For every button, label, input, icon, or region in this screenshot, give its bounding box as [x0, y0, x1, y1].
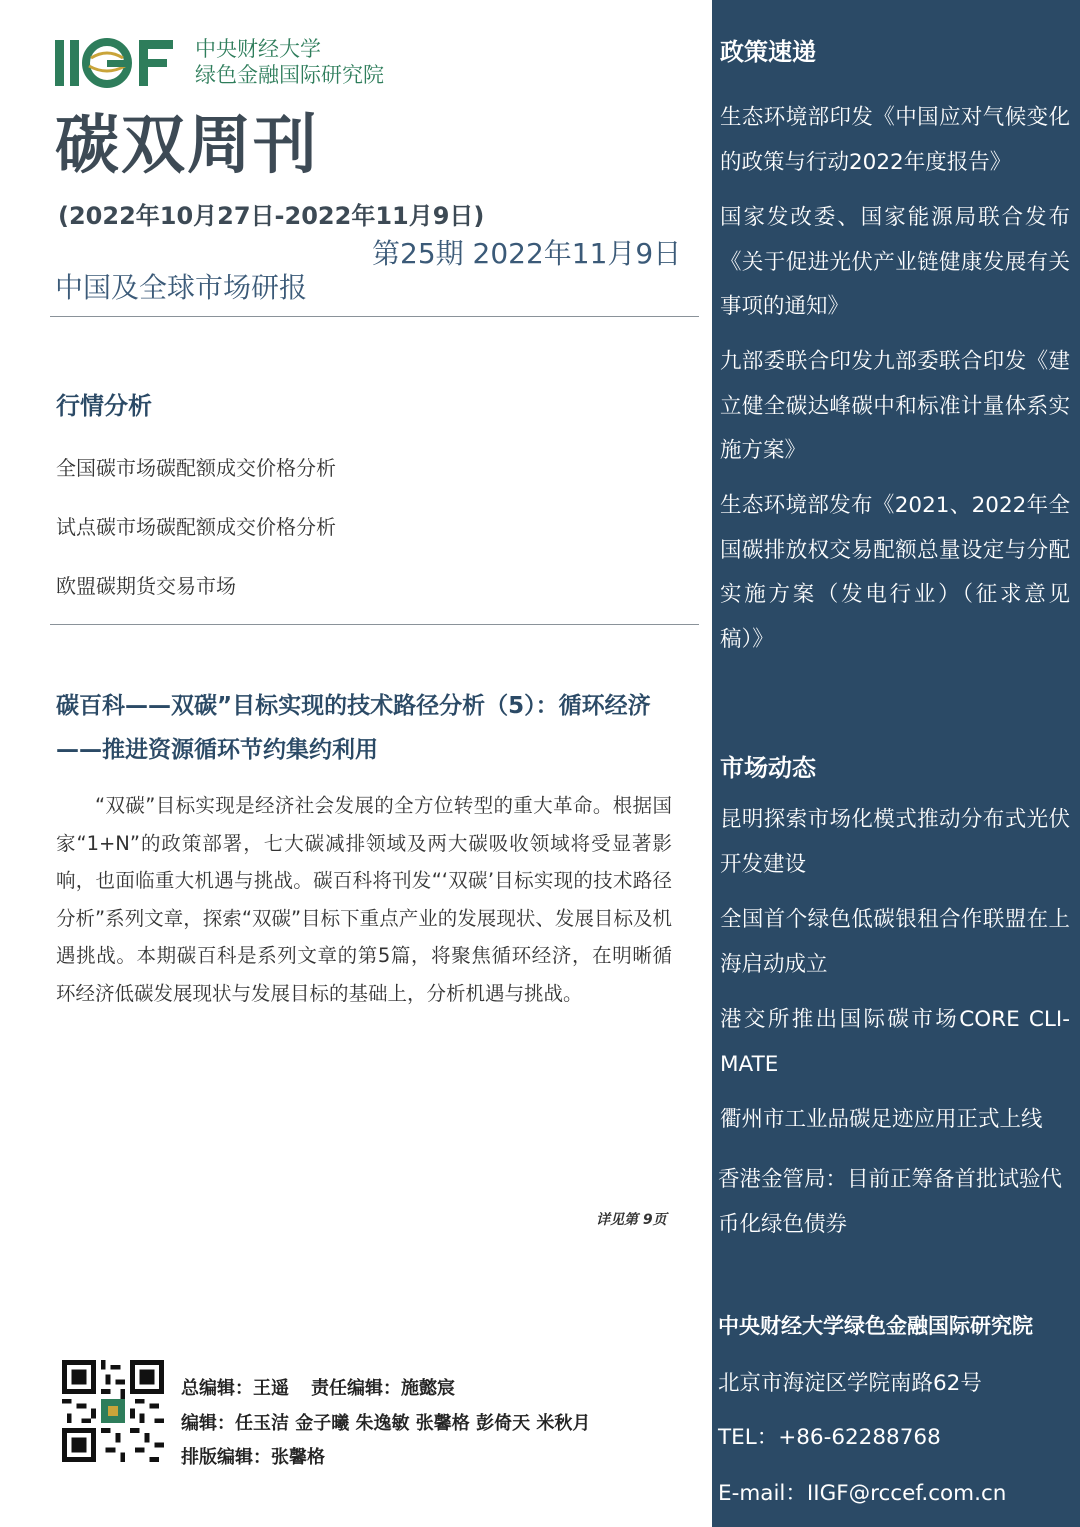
market-news-item[interactable]: 香港金管局：目前正筹备首批试验代币化绿色债券: [718, 1167, 1063, 1237]
chief-editor: 总编辑：王遥: [181, 1378, 289, 1399]
logo-institute-name: [195, 36, 384, 88]
market-news-item[interactable]: 港交所推出国际碳市场CORE CLI-MATE: [720, 1007, 1070, 1077]
date-range: (2022年10月27日-2022年11月9日): [58, 202, 485, 230]
market-analysis-item[interactable]: 全国碳市场碳配额成交价格分析: [56, 456, 336, 480]
policy-heading: 政策速递: [720, 38, 816, 66]
editor-line-1: [181, 1372, 590, 1407]
market-news-item[interactable]: 衢州市工业品碳足迹应用正式上线: [720, 1107, 1043, 1132]
divider-middle: [50, 624, 699, 625]
policy-item[interactable]: 生态环境部发布《2021、2022年全国碳排放权交易配额总量设定与分配实施方案（发电行业）（征求意见稿）》: [720, 493, 1070, 652]
iigf-logo-icon: [55, 38, 179, 90]
institute-address: 北京市海淀区学院南路62号: [718, 1371, 982, 1396]
institute-email[interactable]: E-mail：IIGF@rccef.com.cn: [718, 1481, 1007, 1506]
article-title[interactable]: 碳百科——双碳”目标实现的技术路径分析（5）：循环经济——推进资源循环节约集约利用: [56, 693, 651, 763]
publication-title: 碳双周刊: [55, 109, 319, 183]
market-news-heading: 市场动态: [720, 754, 816, 782]
market-news-item[interactable]: 全国首个绿色低碳银租合作联盟在上海启动成立: [720, 907, 1070, 977]
market-news-item[interactable]: 昆明探索市场化模式推动分布式光伏开发建设: [720, 807, 1070, 877]
see-page-link[interactable]: 详见第 9页: [596, 1212, 667, 1228]
market-analysis-item[interactable]: 试点碳市场碳配额成交价格分析: [56, 515, 336, 539]
issue-number-date: 第25期 2022年11月9日: [372, 237, 682, 270]
responsible-editor: 责任编辑：施懿宸: [311, 1378, 455, 1399]
institute-phone[interactable]: TEL：+86-62288768: [718, 1425, 941, 1450]
policy-item[interactable]: 生态环境部印发《中国应对气候变化的政策与行动2022年度报告》: [720, 105, 1070, 175]
divider-top: [50, 316, 699, 317]
policy-item[interactable]: 国家发改委、国家能源局联合发布《关于促进光伏产业链健康发展有关事项的通知》: [720, 205, 1070, 319]
iigf-logo: [55, 36, 415, 92]
market-analysis-item[interactable]: 欧盟碳期货交易市场: [56, 574, 236, 598]
editorial-credits: [181, 1372, 590, 1476]
policy-item[interactable]: 九部委联合印发九部委联合印发《建立健全碳达峰碳中和标准计量体系实施方案》: [720, 349, 1070, 463]
article-body: “双碳”目标实现是经济社会发展的全方位转型的重大革命。根据国家“1+N”的政策部署，七大碳减排领域及两大碳吸收领域将受显著影响，也面临重大机遇与挑战。碳百科将刊发“‘双碳’目标实现的技术路径分析”系列文章，探索“双碳”目标下重点产业的发展现状、发展目标及机遇挑战。本期碳百科是系列文章的第5篇，将聚焦循环经济，在明晰循环经济低碳发展现状与发展目标的基础上，分析机遇与挑战。: [56, 794, 672, 1005]
logo-line-2: 绿色金融国际研究院: [195, 63, 384, 87]
logo-line-1: 中央财经大学: [195, 37, 321, 61]
publication-subtitle: 中国及全球市场研报: [55, 271, 308, 304]
institute-name: 中央财经大学绿色金融国际研究院: [718, 1314, 1033, 1338]
layout-editor: 排版编辑：张馨格: [181, 1447, 325, 1468]
market-analysis-heading: 行情分析: [56, 392, 152, 420]
qr-code-icon: [62, 1360, 164, 1462]
editors: 编辑：任玉洁 金子曦 朱逸敏 张馨格 彭倚天 米秋月: [181, 1412, 591, 1434]
